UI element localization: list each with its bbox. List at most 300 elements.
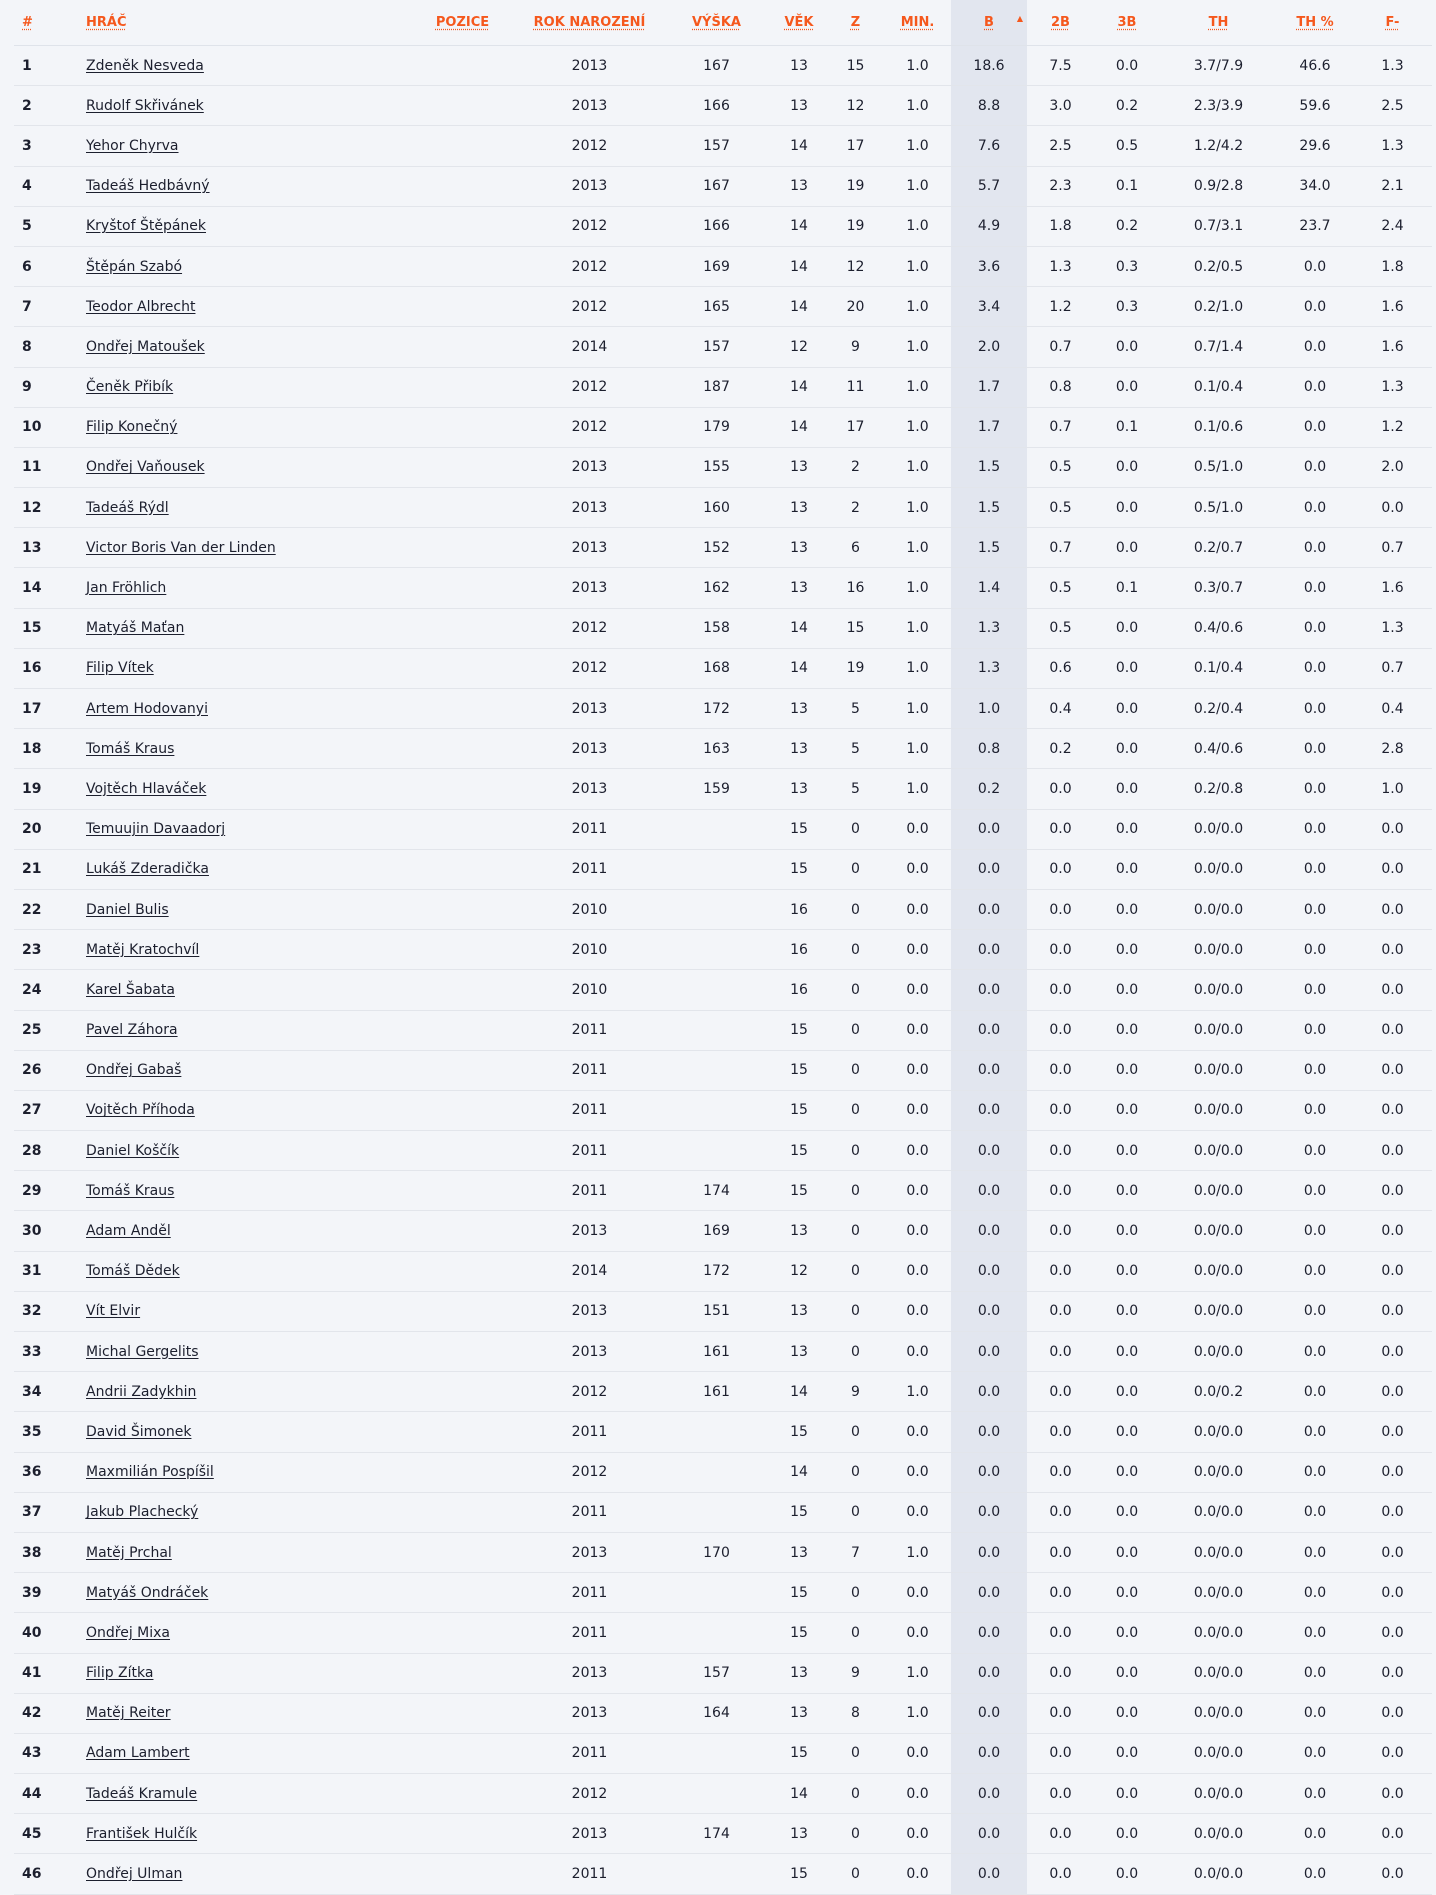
player-link[interactable]: Vít Elvir [86,1303,141,1320]
cell-rank: 7 [14,287,86,327]
cell-three-pointers: 0.0 [1094,1050,1160,1090]
cell-games: 0 [827,1171,884,1211]
cell-rank: 45 [14,1814,86,1854]
cell-free-throws: 0.0/0.0 [1160,1492,1277,1532]
cell-fouls: 0.0 [1353,1733,1432,1773]
cell-free-throws: 0.0/0.0 [1160,1171,1277,1211]
cell-age: 14 [771,246,827,286]
cell-two-pointers: 0.0 [1027,1452,1094,1492]
cell-games: 17 [827,126,884,166]
player-link[interactable]: Jakub Plachecký [86,1504,199,1521]
cell-age: 15 [771,1733,827,1773]
player-link[interactable]: Filip Vítek [86,660,154,677]
cell-free-throws: 0.2/0.7 [1160,528,1277,568]
cell-player-name [86,1854,408,1894]
cell-free-throw-pct: 0.0 [1277,488,1353,528]
column-header-three-pointers[interactable]: 3B [1094,0,1160,46]
cell-points: 4.9 [951,206,1027,246]
cell-games: 19 [827,648,884,688]
cell-points: 0.0 [951,1372,1027,1412]
cell-age: 13 [771,528,827,568]
cell-position [408,1050,517,1090]
player-link[interactable]: Matyáš Ondráček [86,1584,209,1601]
cell-minutes: 1.0 [884,367,951,407]
column-header-points[interactable] [951,0,1027,46]
cell-age: 13 [771,1332,827,1372]
cell-height: 164 [662,1693,771,1733]
cell-two-pointers: 0.0 [1027,1332,1094,1372]
cell-minutes: 0.0 [884,1573,951,1613]
cell-player-name [86,287,408,327]
cell-free-throws: 0.0/0.0 [1160,1211,1277,1251]
cell-rank: 31 [14,1251,86,1291]
player-link[interactable]: Zdeněk Nesveda [86,57,204,74]
column-header-minutes[interactable]: MIN. [884,0,951,46]
cell-minutes: 0.0 [884,1291,951,1331]
cell-free-throws: 0.5/1.0 [1160,447,1277,487]
cell-fouls: 0.7 [1353,528,1432,568]
cell-minutes: 1.0 [884,528,951,568]
cell-points: 0.0 [951,809,1027,849]
cell-age: 15 [771,1131,827,1171]
cell-points: 1.5 [951,528,1027,568]
cell-free-throws: 0.0/0.0 [1160,1251,1277,1291]
cell-birth-year: 2012 [517,1452,662,1492]
cell-free-throws: 0.2/0.5 [1160,246,1277,286]
cell-position [408,970,517,1010]
cell-minutes: 1.0 [884,287,951,327]
cell-two-pointers: 0.0 [1027,1211,1094,1251]
cell-player-name [86,1532,408,1572]
cell-free-throw-pct: 0.0 [1277,1050,1353,1090]
cell-fouls: 0.4 [1353,689,1432,729]
player-link[interactable]: Andrii Zadykhin [86,1383,197,1400]
cell-minutes: 1.0 [884,447,951,487]
cell-rank: 9 [14,367,86,407]
cell-fouls: 0.0 [1353,1171,1432,1211]
player-link[interactable]: Vojtěch Hlaváček [86,780,207,797]
cell-minutes: 1.0 [884,206,951,246]
cell-player-name [86,1774,408,1814]
cell-games: 2 [827,447,884,487]
player-link[interactable]: Tadeáš Rýdl [86,499,169,516]
cell-player-name [86,1492,408,1532]
cell-rank: 38 [14,1532,86,1572]
player-link[interactable]: Ondřej Gabaš [86,1062,182,1079]
cell-age: 13 [771,488,827,528]
cell-position [408,1211,517,1251]
cell-minutes: 0.0 [884,849,951,889]
cell-player-name [86,1653,408,1693]
cell-free-throw-pct: 0.0 [1277,648,1353,688]
cell-age: 15 [771,1412,827,1452]
player-link[interactable]: Tomáš Kraus [86,740,175,757]
cell-height: 167 [662,166,771,206]
cell-position [408,1613,517,1653]
cell-free-throws: 0.0/0.0 [1160,889,1277,929]
cell-fouls: 0.0 [1353,1010,1432,1050]
cell-two-pointers: 0.0 [1027,1090,1094,1130]
cell-two-pointers: 0.8 [1027,367,1094,407]
cell-free-throw-pct: 0.0 [1277,528,1353,568]
cell-minutes: 1.0 [884,126,951,166]
cell-fouls: 2.0 [1353,447,1432,487]
cell-games: 0 [827,1332,884,1372]
player-link[interactable]: Yehor Chyrva [86,137,179,154]
player-link[interactable]: Victor Boris Van der Linden [86,539,276,556]
cell-minutes: 1.0 [884,568,951,608]
cell-fouls: 1.3 [1353,46,1432,86]
cell-player-name [86,1171,408,1211]
player-link[interactable]: Teodor Albrecht [86,298,196,315]
cell-birth-year: 2012 [517,1774,662,1814]
cell-free-throws: 0.7/1.4 [1160,327,1277,367]
cell-fouls: 0.0 [1353,849,1432,889]
column-header-two-pointers[interactable]: 2B [1027,0,1094,46]
cell-age: 15 [771,1090,827,1130]
cell-points: 18.6 [951,46,1027,86]
cell-rank: 1 [14,46,86,86]
cell-height [662,1573,771,1613]
cell-three-pointers: 0.0 [1094,1412,1160,1452]
cell-birth-year: 2014 [517,327,662,367]
cell-three-pointers: 0.0 [1094,648,1160,688]
player-link[interactable]: Karel Šabata [86,981,175,998]
player-link[interactable]: Ondřej Ulman [86,1866,183,1883]
cell-height [662,1854,771,1894]
cell-free-throws: 0.0/0.0 [1160,1573,1277,1613]
cell-rank: 5 [14,206,86,246]
cell-minutes: 1.0 [884,407,951,447]
player-link[interactable]: Tomáš Kraus [86,1182,175,1199]
player-link[interactable]: Ondřej Vaňousek [86,459,205,476]
table-row [14,689,1432,729]
cell-free-throw-pct: 0.0 [1277,1291,1353,1331]
cell-age: 15 [771,1613,827,1653]
cell-three-pointers: 0.0 [1094,608,1160,648]
player-link[interactable]: Daniel Bulis [86,901,169,918]
column-header-birth-year[interactable]: ROK NAROZENÍ [517,0,662,46]
cell-age: 16 [771,970,827,1010]
table-row [14,729,1432,769]
cell-age: 14 [771,1452,827,1492]
cell-two-pointers: 0.0 [1027,849,1094,889]
cell-rank: 4 [14,166,86,206]
cell-free-throw-pct: 0.0 [1277,407,1353,447]
cell-points: 0.0 [951,1171,1027,1211]
header-row [14,0,1432,46]
player-link[interactable]: Temuujin Davaadorj [86,821,226,838]
cell-position [408,849,517,889]
cell-minutes: 1.0 [884,1693,951,1733]
player-link[interactable]: Adam Anděl [86,1223,171,1240]
player-link[interactable]: Michal Gergelits [86,1343,199,1360]
cell-free-throw-pct: 0.0 [1277,1492,1353,1532]
player-link[interactable]: Tadeáš Kramule [86,1785,198,1802]
cell-three-pointers: 0.0 [1094,46,1160,86]
cell-rank: 34 [14,1372,86,1412]
column-header-position[interactable]: POZICE [408,0,517,46]
cell-age: 16 [771,930,827,970]
cell-fouls: 1.6 [1353,287,1432,327]
cell-two-pointers: 0.0 [1027,1613,1094,1653]
cell-player-name [86,126,408,166]
cell-free-throws: 0.0/0.0 [1160,1412,1277,1452]
cell-three-pointers: 0.0 [1094,1532,1160,1572]
cell-player-name [86,729,408,769]
cell-free-throw-pct: 0.0 [1277,1131,1353,1171]
column-header-age[interactable]: VĚK [771,0,827,46]
column-header-rank[interactable]: # [14,0,86,46]
cell-height: 166 [662,86,771,126]
table-row [14,1814,1432,1854]
cell-position [408,1251,517,1291]
cell-points: 3.4 [951,287,1027,327]
cell-two-pointers: 0.0 [1027,1653,1094,1693]
player-link[interactable]: Matěj Reiter [86,1705,171,1722]
table-row [14,528,1432,568]
cell-position [408,1010,517,1050]
cell-two-pointers: 0.0 [1027,1372,1094,1412]
table-header [14,0,1432,46]
cell-points: 0.0 [951,1653,1027,1693]
cell-three-pointers: 0.1 [1094,407,1160,447]
cell-three-pointers: 0.0 [1094,488,1160,528]
cell-minutes: 0.0 [884,1733,951,1773]
cell-position [408,1733,517,1773]
cell-birth-year: 2013 [517,568,662,608]
cell-rank: 10 [14,407,86,447]
cell-birth-year: 2012 [517,608,662,648]
cell-birth-year: 2011 [517,849,662,889]
cell-height [662,970,771,1010]
player-link[interactable]: Vojtěch Příhoda [86,1102,195,1119]
cell-player-name [86,407,408,447]
cell-games: 0 [827,1090,884,1130]
player-link[interactable]: Filip Zítka [86,1665,154,1682]
player-link[interactable]: Matěj Prchal [86,1544,172,1561]
player-link[interactable]: Štěpán Szabó [86,258,183,275]
player-link[interactable]: Matěj Kratochvíl [86,941,200,958]
cell-points: 0.8 [951,729,1027,769]
cell-player-name [86,1693,408,1733]
cell-minutes: 0.0 [884,1010,951,1050]
cell-height [662,1412,771,1452]
cell-player-name [86,1332,408,1372]
cell-games: 0 [827,1050,884,1090]
table-row [14,1412,1432,1452]
cell-position [408,608,517,648]
cell-free-throw-pct: 0.0 [1277,889,1353,929]
cell-height: 151 [662,1291,771,1331]
cell-position [408,528,517,568]
cell-rank: 46 [14,1854,86,1894]
cell-birth-year: 2013 [517,729,662,769]
cell-games: 17 [827,407,884,447]
cell-fouls: 0.0 [1353,1372,1432,1412]
cell-player-name [86,488,408,528]
table-row [14,447,1432,487]
player-link[interactable]: David Šimonek [86,1423,192,1440]
player-link[interactable]: Artem Hodovanyi [86,700,208,717]
column-header-free-throw-pct[interactable]: TH % [1277,0,1353,46]
cell-birth-year: 2013 [517,1693,662,1733]
cell-rank: 15 [14,608,86,648]
cell-three-pointers: 0.2 [1094,206,1160,246]
cell-free-throws: 0.0/0.0 [1160,1733,1277,1773]
table-row [14,1733,1432,1773]
cell-points: 0.0 [951,1532,1027,1572]
cell-rank: 23 [14,930,86,970]
cell-player-name [86,608,408,648]
cell-fouls: 1.3 [1353,367,1432,407]
table-row [14,1291,1432,1331]
cell-points: 1.0 [951,689,1027,729]
cell-three-pointers: 0.0 [1094,1492,1160,1532]
cell-rank: 18 [14,729,86,769]
cell-position [408,568,517,608]
cell-two-pointers: 0.5 [1027,447,1094,487]
cell-birth-year: 2011 [517,809,662,849]
player-link[interactable]: Maxmilián Pospíšil [86,1464,214,1481]
cell-birth-year: 2012 [517,367,662,407]
cell-age: 15 [771,1492,827,1532]
cell-free-throws: 0.4/0.6 [1160,729,1277,769]
cell-player-name [86,1814,408,1854]
cell-points: 0.0 [951,1492,1027,1532]
player-link[interactable]: Adam Lambert [86,1745,190,1762]
cell-free-throws: 0.0/0.0 [1160,1090,1277,1130]
cell-points: 5.7 [951,166,1027,206]
player-link[interactable]: Lukáš Zderadička [86,861,209,878]
cell-free-throw-pct: 0.0 [1277,930,1353,970]
cell-two-pointers: 0.0 [1027,1492,1094,1532]
cell-fouls: 0.0 [1353,889,1432,929]
cell-fouls: 2.4 [1353,206,1432,246]
cell-games: 19 [827,206,884,246]
player-link[interactable]: Daniel Koščík [86,1142,180,1159]
cell-fouls: 0.0 [1353,1251,1432,1291]
cell-height: 159 [662,769,771,809]
player-link[interactable]: František Hulčík [86,1825,198,1842]
cell-fouls: 0.0 [1353,1452,1432,1492]
table-row [14,1492,1432,1532]
cell-minutes: 0.0 [884,1251,951,1291]
player-link[interactable]: Filip Konečný [86,419,178,436]
cell-free-throw-pct: 0.0 [1277,849,1353,889]
cell-three-pointers: 0.0 [1094,1171,1160,1211]
column-header-height[interactable]: VÝŠKA [662,0,771,46]
cell-height: 172 [662,689,771,729]
cell-points: 0.0 [951,1854,1027,1894]
player-link[interactable]: Ondřej Mixa [86,1624,171,1641]
cell-free-throw-pct: 59.6 [1277,86,1353,126]
player-link[interactable]: Tadeáš Hedbávný [86,178,210,195]
cell-player-name [86,648,408,688]
column-header-player[interactable]: HRÁČ [86,0,408,46]
cell-position [408,447,517,487]
cell-rank: 14 [14,568,86,608]
cell-birth-year: 2013 [517,86,662,126]
cell-rank: 20 [14,809,86,849]
cell-position [408,46,517,86]
cell-height: 163 [662,729,771,769]
cell-age: 14 [771,1774,827,1814]
cell-free-throw-pct: 0.0 [1277,1251,1353,1291]
cell-three-pointers: 0.0 [1094,1251,1160,1291]
cell-games: 0 [827,1613,884,1653]
column-header-games[interactable]: Z [827,0,884,46]
cell-free-throws: 0.0/0.2 [1160,1372,1277,1412]
cell-rank: 27 [14,1090,86,1130]
cell-age: 15 [771,1010,827,1050]
cell-birth-year: 2012 [517,648,662,688]
cell-three-pointers: 0.0 [1094,447,1160,487]
cell-three-pointers: 0.0 [1094,1854,1160,1894]
cell-two-pointers: 0.0 [1027,1412,1094,1452]
cell-minutes: 0.0 [884,1452,951,1492]
cell-fouls: 0.0 [1353,1050,1432,1090]
table-row [14,246,1432,286]
cell-two-pointers: 1.2 [1027,287,1094,327]
cell-height: 168 [662,648,771,688]
cell-free-throw-pct: 0.0 [1277,1090,1353,1130]
cell-rank: 22 [14,889,86,929]
cell-three-pointers: 0.0 [1094,1010,1160,1050]
cell-fouls: 0.0 [1353,1090,1432,1130]
cell-free-throw-pct: 0.0 [1277,1814,1353,1854]
player-link[interactable]: Jan Fröhlich [86,580,167,597]
cell-fouls: 0.0 [1353,1131,1432,1171]
cell-points: 1.3 [951,648,1027,688]
player-link[interactable]: Tomáš Dědek [86,1263,180,1280]
cell-position [408,287,517,327]
cell-age: 13 [771,1693,827,1733]
column-header-free-throws[interactable]: TH [1160,0,1277,46]
cell-three-pointers: 0.0 [1094,1452,1160,1492]
cell-free-throws: 0.0/0.0 [1160,1050,1277,1090]
player-link[interactable]: Pavel Záhora [86,1022,178,1039]
cell-height [662,1613,771,1653]
cell-free-throw-pct: 0.0 [1277,367,1353,407]
cell-points: 0.0 [951,1412,1027,1452]
cell-birth-year: 2011 [517,1090,662,1130]
cell-two-pointers: 0.0 [1027,1573,1094,1613]
cell-rank: 16 [14,648,86,688]
cell-birth-year: 2012 [517,206,662,246]
player-link[interactable]: Rudolf Skřivánek [86,97,204,114]
player-link[interactable]: Matyáš Maťan [86,620,185,637]
cell-fouls: 1.0 [1353,769,1432,809]
cell-height [662,930,771,970]
cell-free-throw-pct: 0.0 [1277,1653,1353,1693]
cell-age: 15 [771,1854,827,1894]
player-link[interactable]: Ondřej Matoušek [86,338,205,355]
cell-games: 12 [827,246,884,286]
cell-height [662,809,771,849]
cell-two-pointers: 2.5 [1027,126,1094,166]
player-link[interactable]: Kryštof Štěpánek [86,218,206,235]
column-header-fouls[interactable]: F- [1353,0,1432,46]
player-link[interactable]: Čeněk Přibík [86,379,174,396]
cell-two-pointers: 0.0 [1027,769,1094,809]
cell-free-throw-pct: 0.0 [1277,809,1353,849]
cell-points: 0.0 [951,1573,1027,1613]
cell-rank: 12 [14,488,86,528]
cell-position [408,1492,517,1532]
cell-three-pointers: 0.0 [1094,327,1160,367]
cell-birth-year: 2013 [517,1532,662,1572]
